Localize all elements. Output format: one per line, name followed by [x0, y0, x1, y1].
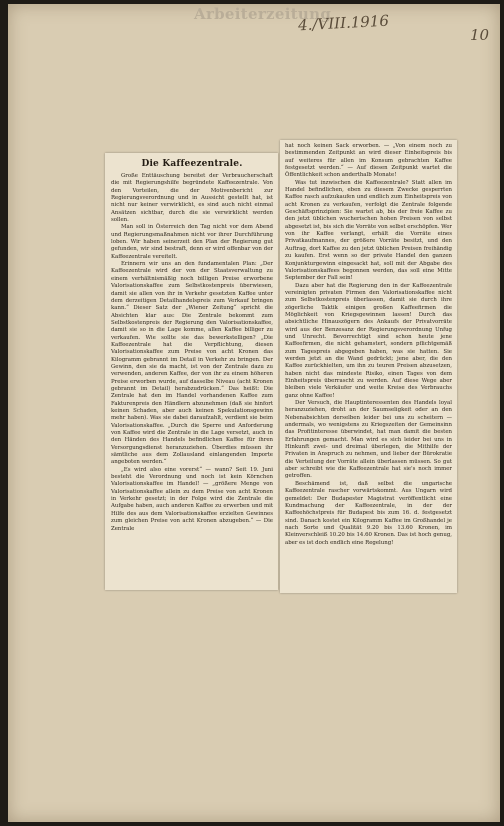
article-paragraph: Was tut inzwischen die Kaffeezentrale? Statt allen im Handel befindlichen, eben zu diesem Zwecke gesperrten Kaffee rasch aufzukaufen und endlich zum Einheitspreis von acht Kronen zu verkaufen, verfolgt die Zentrale folgende Geschäftsprinzipien: Sie wartet ab, bis der freie Kaffee zu den jetzt üblichen wucherischen hohen Preisen von selbst abgesetzt ist, bis sich die Vorräte von selbst erschöpfen. Wer von ihr Kaffee verlangt, erhält die Vorräte eines Privatkaufmannes, der größere Vorräte besitzt, und den Auftrag, dort Kaffee zu den jetzt üblichen Preisen freihändig zu kaufen. Erst wenn so der private Handel den ganzen Konjunkturgewinn eingesackt hat, soll mit der Abgabe des Valorisationskaffees begonnen werden, das soll eine Mitte September der Fall sein!	[285, 179, 452, 282]
article-clipping-left-column	[105, 153, 278, 590]
article-paragraph: Dazu aber hat die Regierung den in der Kaffeezentrale vereinigten privaten Firmen den Valorisationskaffee nicht zum Selbstkostenpreis überlassen, damit sie durch ihre zögerliche Taktik einigen großen Kaffeefirmen die Möglichkeit von Kriegsgewinnen lassen! Durch das absichtliche Hinauszögern des Ankaufs der Privatvorräte wird aus der Benzesanz der Regierungsverordnung Unfug und Unrecht. Bevorrechtigt sind schon heute jene Kaffeefirmen, die nicht gehamstert, sondern pflichtgemäß zum Tagespreis abgegeben haben, was sie hatten. Sie werden jetzt an die Wand gedrückt; jene aber, die den Kaffee zurückhielten, um ihn zu teuren Preisen abzusetzen, haben nicht das mindeste Risiko, einen Tages von dem Einheitspreis überrascht zu werden. Auf diese Wege aber bleiben viele Verkäufer und weite Kreise des Verbrauchs ganz ohne Kaffee!	[285, 282, 452, 399]
article-paragraph: Erinnern wir uns an den fundamentalen Plan: „Der Kaffeezentrale wird der von der Staatsverwaltung zu einem verhältnismäßig noch billigen Preise erworbene Valorisationskaffee zum Selbstkostenpreis überwiesen, damit sie allen von ihr in Verkehr gesetzten Kaffee unter dem derzeitigen Detailhandelspreis zum Verkauf bringen kann.“ Dieser Satz der „Wiener Zeitung“ spricht die Absichten klar aus: Die Zentrale bekommt zum Selbstkostenpreis der Regierung den Valorisationskaffee, damit sie so in die Lage komme, allen Kaffee billiger zu verkaufen. Wie sollte sie das bewerkstelligen? „Die Kaffeezentrale hat die Verpflichtung, diesen Valorisationskaffee zum Preise von acht Kronen das Kilogramm gebrannt im Detail in Verkehr zu bringen. Der Gewinn, den sie da macht, ist von der Zentrale dazu zu verwenden, anderen Kaffee, der von ihr zu einem höheren Preise erworben wurde, auf dasselbe Niveau (acht Kronen gebrannt im Detail) herabzudrücken.“ Das heißt: Die Zentrale hat den im Handel vorhandenen Kaffee zum Fakturenpreis den Händlern abzunehmen (daß sie hinfort keinen Schaden, aber auch keinen Spekulationsgewinn mehr haben). Was sie dabei daraufzahlt, verdient sie beim Valorisationskaffee. „Durch die Sperre und Anforderung von Kaffee wird die Zentrale in die Lage versetzt, auch in den Händen des Handels befindlichen Kaffee für ihren Versorgungsdienst heranzuziehen. Überdies müssen ihr sämtliche aus dem Zollausland einlangenden Importe angeboten werden.“	[111, 261, 273, 466]
article-clipping-right-column	[280, 140, 457, 593]
handwritten-date: 4./VIII.1916	[297, 11, 390, 35]
handwritten-page-number: 10	[470, 26, 490, 44]
newspaper-masthead: Arbeiterzeitung	[194, 5, 332, 23]
article-paragraph: „Es wird also eine vorerst“ — wann? Seit 19. Juni besteht die Verordnung und noch ist kein Körnchen Valorisationskaffee im Handel! — „größere Menge von Valorisationskaffee allein zu dem Preise von acht Kronen in Verkehr gesetzt; in der Folge wird die Zentrale die Aufgabe haben, auch anderen Kaffee zu erwerben und mit Hilfe des aus dem Valorisationskaffee erzielten Gewinnes zum gleichen Preise von acht Kronen abzugeben.“ — Die Zentrale	[111, 466, 273, 532]
article-paragraph: hat noch keinen Sack erworben. — „Von einem noch zu bestimmenden Zeitpunkt an wird dieser Einheitspreis bis auf weiteres für allen im Konsum gebrachten Kaffee festgesetzt werden.“ — Auf diesen Zeitpunkt wartet die Öffentlichkeit schon anderthalb Monate!	[285, 143, 452, 179]
article-paragraph: Der Versuch, die Hauptinteressenten des Handels loyal heranzuziehen, droht an der Saumseligkeit oder an den Nebenabsichten derselben leider bei uns zu scheitern — andermals, wo wenigstens zu Kriegszeiten der Gemeinsinn das Profitinteresse überwindet, hat man damit die besten Erfahrungen gemacht. Man wird es sich leider bei uns in Hinkunft zwei- und dreimal überlegen, die Mithilfe der Privaten in Anspruch zu nehmen, und lieber der Bürokratie die Verteilung der Vorräte allein überlassen müssen. So gut aber schreibt wie die Kaffeezentrale hat sie's noch immer getroffen.	[285, 400, 452, 480]
article-headline: Die Kaffeezentrale.	[141, 159, 243, 169]
article-paragraph: Beschämend ist, daß selbst die ungarische Kaffeezentrale rascher vorwärtskommt. Aus Ungarn wird gemeldet: Der Budapester Magistrat veröffentlicht eine Kundmachung der Kaffeezentrale, in der der Kaffeehöchstpreis für Budapest bis zum 16. d. festgesetzt sind. Danach kostet ein Kilogramm Kaffee im Großhandel je nach Sorte und Qualität 9.20 bis 13.60 Kronen, im Kleinverschleiß 10.20 bis 14.60 Kronen. Das ist hoch genug, aber es ist doch endlich eine Regelung!	[285, 480, 452, 546]
article-paragraph: Man soll in Österreich den Tag nicht vor dem Abend und Regierungsmaßnahmen nicht vor ihrer Durchführung loben. Wir haben seinerzeit den Plan der Regierung gut gefunden, wir sind bestraft, denn er wird offenbar von der Kaffeezentrale vereitelt.	[111, 224, 273, 260]
article-paragraph: Große Enttäuschung bereitet der Verbraucherschaft die mit Regierungshilfe begründete Kaffeezentrale. Von den Vorteilen, die der Motivenbericht zur Regierungsverordnung und in Aussicht gestellt hat, ist nicht nur keiner verwirklicht, es sind auch nicht einmal Ansätzen sichtbar, durch die sie verwirklicht werden sollen.	[111, 173, 273, 224]
